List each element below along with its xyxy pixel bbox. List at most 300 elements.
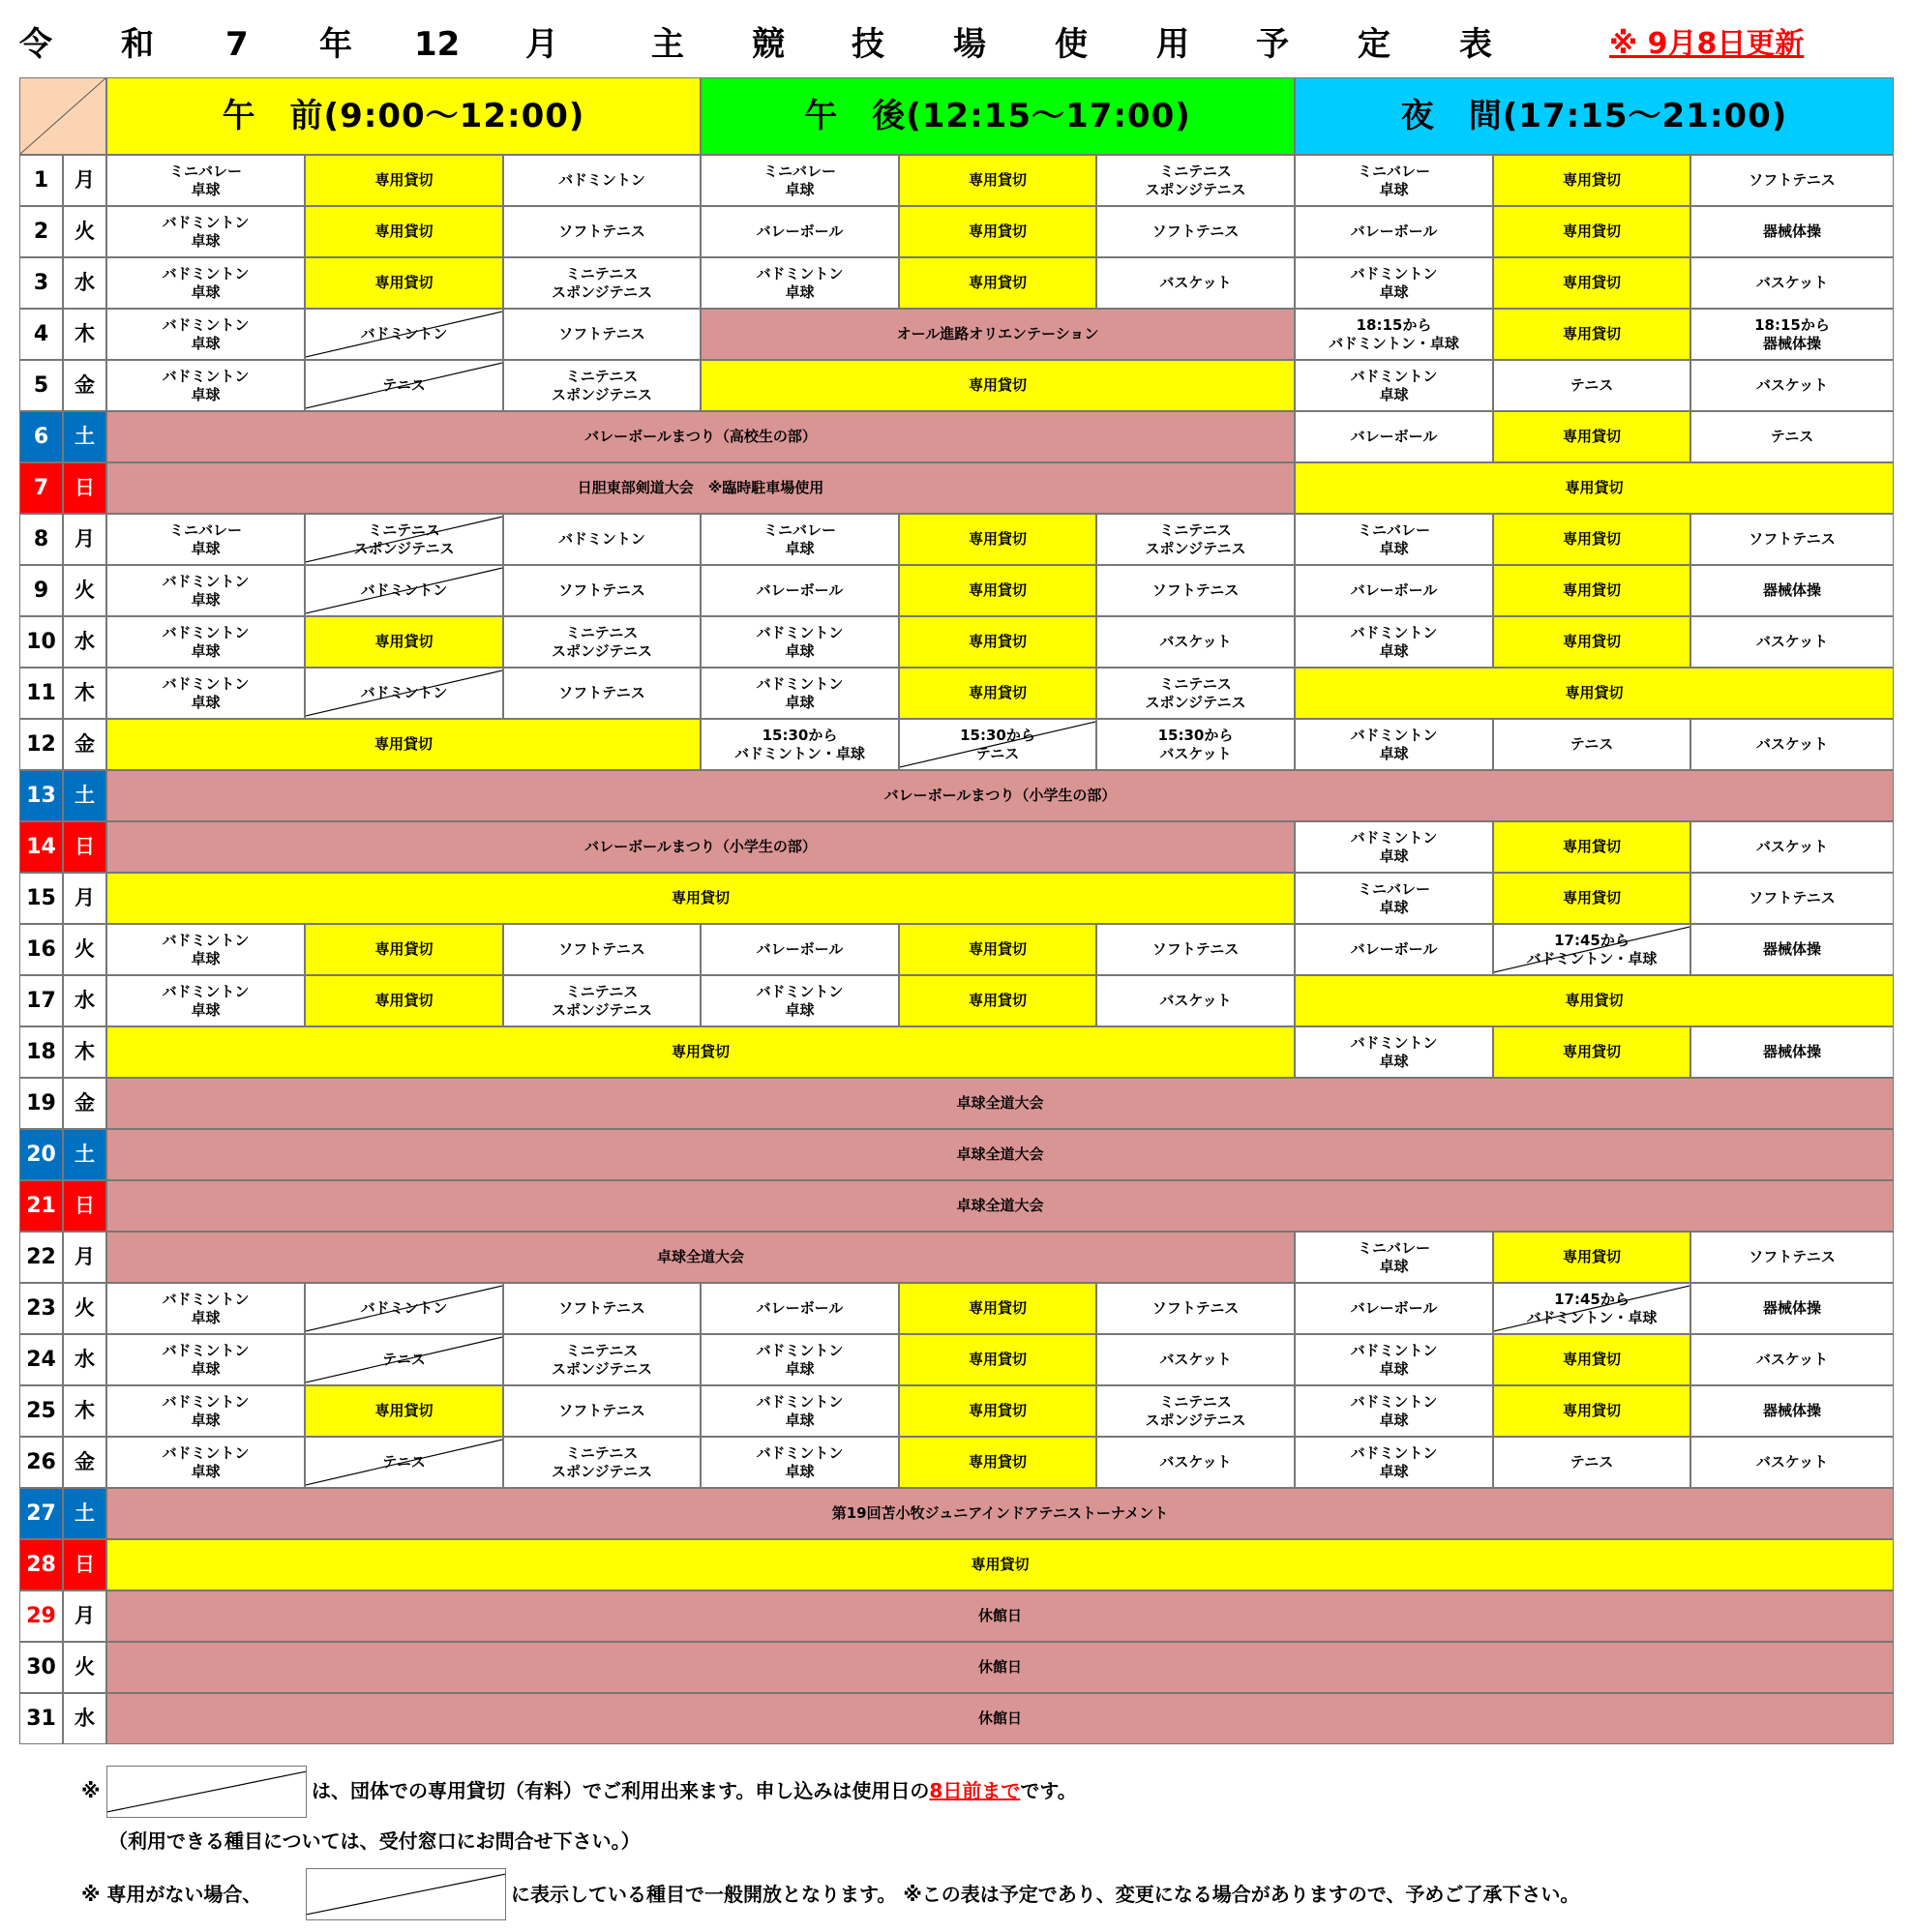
schedule-cell	[1096, 155, 1295, 206]
cell-label: 専用貸切	[1565, 684, 1624, 701]
schedule-cell	[503, 155, 701, 206]
cell-label: ミニバレー 卓球	[168, 162, 242, 198]
header-corner	[19, 77, 106, 155]
schedule-cell	[701, 975, 899, 1026]
reservable-slot	[305, 565, 503, 616]
schedule-cell	[305, 1385, 503, 1437]
cell-label: バドミントン 卓球	[162, 213, 250, 250]
cell-label: バドミントン 卓球	[162, 1290, 250, 1326]
schedule-cell	[1295, 462, 1894, 514]
schedule-cell	[1096, 719, 1295, 770]
cell-label: ミニテニス スポンジテニス	[551, 982, 653, 1019]
schedule-cell	[701, 1283, 899, 1334]
schedule-table	[19, 77, 1894, 1742]
day-number: 20	[19, 1129, 63, 1180]
cell-label: 専用貸切	[1562, 1402, 1621, 1419]
schedule-cell	[106, 411, 1295, 462]
cell-label: ミニテニス スポンジテニス	[1145, 1392, 1246, 1429]
title-char: 令	[19, 25, 52, 64]
day-number: 25	[19, 1385, 63, 1437]
schedule-cell	[1295, 719, 1493, 770]
schedule-cell	[106, 873, 1295, 924]
title-char: 技	[852, 25, 884, 64]
schedule-cell	[1493, 257, 1690, 309]
cell-label: バドミントン 卓球	[756, 1443, 844, 1480]
schedule-cell	[1690, 1385, 1894, 1437]
weekday: 土	[63, 770, 106, 821]
schedule-cell	[1690, 257, 1894, 309]
weekday: 火	[63, 206, 106, 257]
cell-label: 休館日	[977, 1658, 1022, 1676]
weekday: 月	[63, 1232, 106, 1283]
schedule-cell	[1295, 975, 1894, 1026]
cell-label: 器械体操	[1762, 1402, 1821, 1419]
cell-label: バスケット	[1159, 1453, 1232, 1471]
schedule-cell	[503, 616, 701, 668]
cell-label: テニス	[1570, 735, 1614, 753]
schedule-cell	[106, 155, 305, 206]
cell-label: バドミントン 卓球	[756, 264, 844, 301]
cell-label: バレーボール	[1350, 428, 1438, 445]
schedule-cell	[503, 668, 701, 719]
day-number: 9	[19, 565, 63, 616]
schedule-cell	[106, 1590, 1894, 1642]
schedule-cell	[1690, 719, 1894, 770]
title-char: 競	[752, 25, 785, 64]
cell-label: バレーボール	[756, 940, 844, 958]
cell-label: 休館日	[977, 1709, 1022, 1727]
schedule-cell	[701, 924, 899, 975]
schedule-cell	[106, 360, 305, 411]
title-char: 年	[319, 25, 352, 64]
weekday: 月	[63, 1590, 106, 1642]
schedule-cell	[503, 1283, 701, 1334]
schedule-cell	[899, 668, 1096, 719]
weekday: 金	[63, 1437, 106, 1488]
schedule-cell	[106, 770, 1894, 821]
schedule-cell	[1690, 1232, 1894, 1283]
schedule-cell	[106, 1385, 305, 1437]
schedule-cell	[1295, 514, 1493, 565]
schedule-cell	[1493, 411, 1690, 462]
title-char: 場	[953, 25, 986, 64]
schedule-cell	[503, 1437, 701, 1488]
day-number: 11	[19, 668, 63, 719]
schedule-cell	[701, 360, 1295, 411]
cell-label: ソフトテニス	[558, 1299, 645, 1317]
weekday: 木	[63, 1385, 106, 1437]
weekday: 火	[63, 1642, 106, 1693]
reservable-slot	[305, 360, 503, 411]
title-char: 和	[121, 25, 154, 64]
schedule-cell	[503, 206, 701, 257]
weekday: 金	[63, 360, 106, 411]
legend-line-2: （利用できる種目については、受付窓口にお問合せ下さい。）	[108, 1829, 641, 1853]
cell-label: 専用貸切	[968, 633, 1027, 650]
schedule-cell	[899, 155, 1096, 206]
schedule-cell	[899, 616, 1096, 668]
cell-label: ミニテニス スポンジテニス	[1145, 674, 1246, 711]
cell-label: バレーボール	[756, 581, 844, 599]
cell-label: ソフトテニス	[558, 581, 645, 599]
cell-label: 18:15から 器械体操	[1754, 315, 1830, 352]
reservable-slot	[305, 1437, 503, 1488]
cell-label: 17:45から バドミントン・卓球	[1526, 931, 1658, 967]
cell-label: 専用貸切	[968, 223, 1027, 240]
day-number: 28	[19, 1539, 63, 1590]
schedule-cell	[1295, 668, 1894, 719]
cell-label: バスケット	[1755, 376, 1829, 394]
schedule-cell	[106, 1437, 305, 1488]
schedule-cell	[1493, 1334, 1690, 1385]
cell-label: 専用貸切	[671, 1043, 730, 1060]
schedule-cell	[1493, 565, 1690, 616]
cell-label: 器械体操	[1762, 1299, 1821, 1317]
schedule-cell	[106, 1078, 1894, 1129]
schedule-cell	[1096, 975, 1295, 1026]
cell-label: テニス	[382, 1453, 426, 1471]
cell-label: バレーボール	[756, 1299, 844, 1317]
cell-label: バドミントン 卓球	[1350, 726, 1438, 762]
cell-label: テニス	[382, 1351, 426, 1368]
cell-label: 専用貸切	[1562, 1351, 1621, 1368]
schedule-cell	[1295, 821, 1493, 873]
cell-label: バドミントン 卓球	[1350, 1033, 1438, 1070]
cell-label: ミニバレー 卓球	[1357, 162, 1430, 198]
cell-label: バドミントン 卓球	[162, 623, 250, 660]
schedule-cell	[1690, 821, 1894, 873]
cell-label: ミニテニス スポンジテニス	[551, 1341, 653, 1378]
day-number: 16	[19, 924, 63, 975]
cell-label: ソフトテニス	[1749, 1248, 1836, 1265]
schedule-cell	[1096, 616, 1295, 668]
cell-label: ミニテニス スポンジテニス	[551, 367, 653, 403]
cell-label: バドミントン 卓球	[1350, 623, 1438, 660]
cell-label: ミニテニス スポンジテニス	[1145, 520, 1246, 557]
day-number: 21	[19, 1180, 63, 1232]
cell-label: バドミントン	[360, 684, 448, 701]
day-number: 23	[19, 1283, 63, 1334]
schedule-cell	[1096, 514, 1295, 565]
schedule-cell	[106, 1180, 1894, 1232]
cell-label: バスケット	[1755, 1351, 1829, 1368]
cell-label: 専用貸切	[374, 274, 434, 291]
cell-label: テニス	[1770, 428, 1814, 445]
schedule-cell	[1295, 206, 1493, 257]
weekday: 土	[63, 1129, 106, 1180]
legend-swatch-reserved	[106, 1766, 307, 1818]
schedule-cell	[1295, 411, 1493, 462]
cell-label: ソフトテニス	[558, 940, 645, 958]
day-number: 24	[19, 1334, 63, 1385]
cell-label: 器械体操	[1762, 581, 1821, 599]
schedule-cell	[1493, 616, 1690, 668]
schedule-cell	[1493, 873, 1690, 924]
schedule-cell	[701, 719, 899, 770]
header-night: 夜 間(17:15～21:00)	[1295, 77, 1894, 155]
legend	[0, 1746, 1914, 1932]
schedule-cell	[1690, 411, 1894, 462]
cell-label: 専用貸切	[968, 1351, 1027, 1368]
schedule-cell	[701, 1437, 899, 1488]
cell-label: 専用貸切	[968, 1453, 1027, 1471]
schedule-cell	[701, 155, 899, 206]
schedule-cell	[701, 206, 899, 257]
cell-label: 専用貸切	[968, 1299, 1027, 1317]
cell-label: ソフトテニス	[558, 325, 645, 342]
cell-label: 専用貸切	[968, 376, 1027, 394]
schedule-cell	[106, 1334, 305, 1385]
cell-label: バスケット	[1159, 274, 1232, 291]
schedule-cell	[1493, 309, 1690, 360]
schedule-cell	[899, 206, 1096, 257]
schedule-cell	[106, 1129, 1894, 1180]
cell-label: ソフトテニス	[1749, 889, 1836, 907]
schedule-cell	[106, 462, 1295, 514]
weekday: 日	[63, 821, 106, 873]
cell-label: バレーボール	[1350, 1299, 1438, 1317]
cell-label: ミニテニス スポンジテニス	[551, 1443, 653, 1480]
legend-line-1: は、団体での専用貸切（有料）でご利用出来ます。申し込みは使用日の8日前までです。	[312, 1779, 1077, 1802]
schedule-cell	[1690, 565, 1894, 616]
cell-label: 専用貸切	[374, 992, 434, 1009]
schedule-cell	[503, 924, 701, 975]
cell-label: バスケット	[1755, 735, 1829, 753]
schedule-cell	[899, 1437, 1096, 1488]
legend-mark-1: ※	[81, 1779, 101, 1802]
cell-label: ソフトテニス	[1151, 940, 1240, 958]
schedule-cell	[701, 309, 1295, 360]
schedule-cell	[1096, 565, 1295, 616]
cell-label: 専用貸切	[374, 633, 434, 650]
cell-label: 第19回苫小牧ジュニアインドアテニストーナメント	[831, 1504, 1169, 1522]
day-number: 4	[19, 309, 63, 360]
cell-label: バドミントン 卓球	[162, 367, 250, 403]
schedule-cell	[305, 975, 503, 1026]
schedule-cell	[1690, 1283, 1894, 1334]
schedule-cell	[1493, 360, 1690, 411]
schedule-cell	[899, 514, 1096, 565]
cell-label: テニス	[382, 376, 426, 394]
schedule-cell	[106, 257, 305, 309]
cell-label: ミニテニス スポンジテニス	[551, 623, 653, 660]
cell-label: ミニテニス スポンジテニス	[551, 264, 653, 301]
schedule-cell	[1295, 1283, 1493, 1334]
schedule-cell	[1493, 821, 1690, 873]
day-number: 27	[19, 1488, 63, 1539]
cell-label: 専用貸切	[374, 735, 433, 753]
weekday: 木	[63, 668, 106, 719]
schedule-cell	[1493, 719, 1690, 770]
schedule-cell	[503, 565, 701, 616]
cell-label: バスケット	[1755, 1453, 1829, 1471]
cell-label: バドミントン 卓球	[756, 1341, 844, 1378]
schedule-cell	[106, 1232, 1295, 1283]
cell-label: バドミントン 卓球	[162, 572, 250, 609]
header-pm: 午 後(12:15～17:00)	[701, 77, 1295, 155]
title-char: 7	[225, 25, 249, 64]
cell-label: 専用貸切	[374, 171, 434, 189]
cell-label: ミニテニス スポンジテニス	[1145, 162, 1246, 198]
schedule-cell	[1295, 1385, 1493, 1437]
schedule-cell	[106, 1539, 1894, 1590]
schedule-cell	[1493, 1026, 1690, 1078]
cell-label: バドミントン	[360, 1299, 448, 1317]
schedule-cell	[1295, 873, 1493, 924]
schedule-cell	[1295, 924, 1493, 975]
schedule-cell	[1690, 1334, 1894, 1385]
reservable-slot	[1493, 924, 1690, 975]
cell-label: 18:15から バドミントン・卓球	[1329, 315, 1459, 352]
weekday: 日	[63, 462, 106, 514]
schedule-cell	[305, 155, 503, 206]
corner-diagonal	[20, 78, 105, 154]
schedule-cell	[1295, 616, 1493, 668]
cell-label: 専用貸切	[374, 223, 434, 240]
schedule-cell	[305, 257, 503, 309]
cell-label: バスケット	[1159, 992, 1232, 1009]
day-number: 18	[19, 1026, 63, 1078]
schedule-cell	[899, 1385, 1096, 1437]
schedule-cell	[1096, 924, 1295, 975]
day-number: 6	[19, 411, 63, 462]
schedule-cell	[899, 565, 1096, 616]
cell-label: バドミントン 卓球	[1350, 1341, 1438, 1378]
day-number: 26	[19, 1437, 63, 1488]
weekday: 金	[63, 1078, 106, 1129]
schedule-cell	[106, 565, 305, 616]
cell-label: 卓球全道大会	[956, 1197, 1044, 1214]
schedule-cell	[503, 514, 701, 565]
weekday: 水	[63, 1334, 106, 1385]
title-char: 定	[1358, 25, 1391, 64]
schedule-cell	[1493, 155, 1690, 206]
cell-label: 専用貸切	[1562, 223, 1621, 240]
schedule-cell	[1493, 206, 1690, 257]
schedule-cell	[305, 924, 503, 975]
weekday: 火	[63, 565, 106, 616]
schedule-cell	[1493, 1385, 1690, 1437]
day-number: 1	[19, 155, 63, 206]
cell-label: バドミントン 卓球	[756, 623, 844, 660]
weekday: 火	[63, 924, 106, 975]
day-number: 30	[19, 1642, 63, 1693]
schedule-cell	[106, 309, 305, 360]
cell-label: テニス	[1570, 376, 1614, 394]
cell-label: バドミントン	[360, 581, 448, 599]
schedule-cell	[106, 1283, 305, 1334]
title-char: 主	[651, 25, 684, 64]
cell-label: バドミントン 卓球	[1350, 367, 1438, 403]
schedule-cell	[701, 257, 899, 309]
cell-label: ソフトテニス	[1151, 1299, 1240, 1317]
schedule-cell	[1690, 360, 1894, 411]
page-title	[19, 17, 1858, 72]
schedule-cell	[503, 309, 701, 360]
schedule-cell	[1295, 1334, 1493, 1385]
schedule-cell	[701, 668, 899, 719]
cell-label: 専用貸切	[1565, 992, 1624, 1009]
cell-label: 休館日	[977, 1607, 1022, 1624]
cell-label: バスケット	[1159, 1351, 1232, 1368]
title-char: 用	[1156, 25, 1189, 64]
cell-label: バドミントン 卓球	[162, 931, 250, 967]
cell-label: バドミントン 卓球	[1350, 264, 1438, 301]
cell-label: 専用貸切	[968, 274, 1027, 291]
schedule-cell	[899, 924, 1096, 975]
schedule-cell	[503, 360, 701, 411]
weekday: 月	[63, 873, 106, 924]
schedule-cell	[106, 1642, 1894, 1693]
schedule-cell	[1690, 873, 1894, 924]
cell-label: ソフトテニス	[558, 684, 645, 701]
schedule-cell	[503, 1334, 701, 1385]
cell-label: ソフトテニス	[1749, 530, 1836, 548]
cell-label: バドミントン 卓球	[162, 1392, 250, 1429]
cell-label: ソフトテニス	[1151, 223, 1240, 240]
schedule-cell	[701, 616, 899, 668]
cell-label: 専用貸切	[1562, 530, 1621, 548]
schedule-cell	[1096, 668, 1295, 719]
day-number: 5	[19, 360, 63, 411]
schedule-cell	[1493, 1437, 1690, 1488]
schedule-cell	[1690, 514, 1894, 565]
weekday: 木	[63, 1026, 106, 1078]
schedule-cell	[305, 616, 503, 668]
cell-label: ミニバレー 卓球	[1357, 1238, 1430, 1275]
schedule-cell	[1493, 514, 1690, 565]
cell-label: テニス	[1570, 1453, 1614, 1471]
schedule-cell	[106, 1026, 1295, 1078]
schedule-cell	[106, 924, 305, 975]
schedule-cell	[1295, 360, 1493, 411]
cell-label: バドミントン 卓球	[162, 315, 250, 352]
day-number: 10	[19, 616, 63, 668]
reservable-slot	[305, 309, 503, 360]
cell-label: 専用貸切	[971, 1556, 1030, 1573]
cell-label: 15:30から バドミントン・卓球	[734, 726, 865, 762]
cell-label: バレーボール	[1350, 223, 1438, 240]
schedule-cell	[701, 514, 899, 565]
cell-label: 専用貸切	[968, 581, 1027, 599]
schedule-cell	[1096, 257, 1295, 309]
day-number: 15	[19, 873, 63, 924]
cell-label: 専用貸切	[1562, 633, 1621, 650]
cell-label: 15:30から テニス	[960, 726, 1035, 762]
weekday: 水	[63, 257, 106, 309]
weekday: 金	[63, 719, 106, 770]
schedule-cell	[106, 821, 1295, 873]
day-number: 13	[19, 770, 63, 821]
cell-label: 専用貸切	[1562, 581, 1621, 599]
cell-label: ミニバレー 卓球	[763, 162, 836, 198]
update-note: ※ 9月8日更新	[1609, 27, 1805, 61]
reservable-slot	[305, 1334, 503, 1385]
cell-label: バスケット	[1159, 633, 1232, 650]
cell-label: 17:45から バドミントン・卓球	[1526, 1290, 1658, 1326]
schedule-cell	[899, 975, 1096, 1026]
cell-label: 専用貸切	[374, 940, 434, 958]
weekday: 水	[63, 975, 106, 1026]
legend-line-3-post: に表示している種目で一般開放となります。 ※この表は予定であり、変更になる場合がありますので、予めご了承下さい。	[511, 1883, 1580, 1906]
cell-label: 専用貸切	[1562, 325, 1621, 342]
cell-label: バドミントン	[558, 171, 645, 189]
cell-label: 専用貸切	[968, 992, 1027, 1009]
weekday: 日	[63, 1539, 106, 1590]
schedule-cell	[1295, 309, 1493, 360]
schedule-cell	[1493, 1232, 1690, 1283]
day-number: 19	[19, 1078, 63, 1129]
